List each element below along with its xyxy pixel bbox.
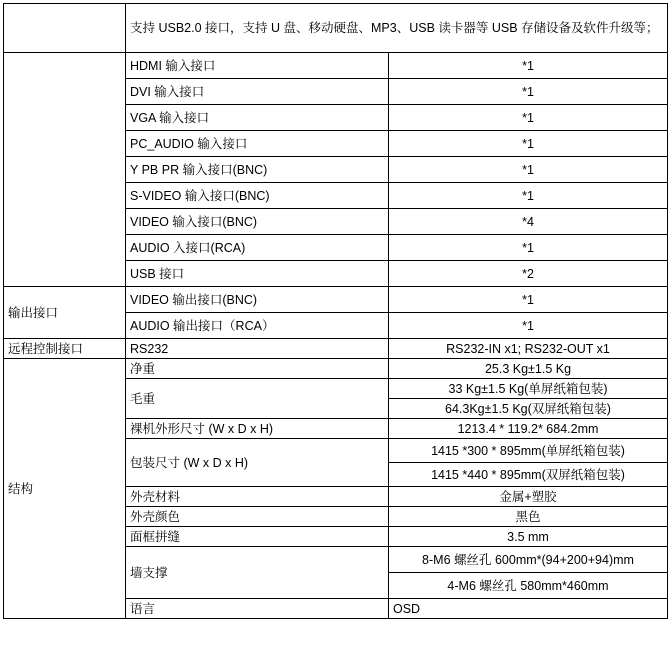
table-row (4, 339, 668, 359)
spec-value: *1 (389, 235, 668, 261)
spec-item: VIDEO 输出接口(BNC) (126, 287, 389, 313)
usb-note-category (4, 4, 126, 53)
table-row (4, 359, 668, 379)
spec-item: 包装尺寸 (W x D x H) (126, 439, 389, 487)
spec-item: HDMI 输入接口 (126, 53, 389, 79)
spec-item: PC_AUDIO 输入接口 (126, 131, 389, 157)
spec-value: 3.5 mm (389, 527, 668, 547)
spec-value: *1 (389, 131, 668, 157)
spec-item: S-VIDEO 输入接口(BNC) (126, 183, 389, 209)
spec-value: 64.3Kg±1.5 Kg(双屏纸箱包装) (389, 399, 668, 419)
spec-value: 8-M6 螺丝孔 600mm*(94+200+94)mm (389, 547, 668, 573)
spec-value: 金属+塑胶 (389, 487, 668, 507)
spec-value: *1 (389, 157, 668, 183)
spec-value: 黑色 (389, 507, 668, 527)
spec-value: *4 (389, 209, 668, 235)
spec-item: 外壳材料 (126, 487, 389, 507)
spec-value: 4-M6 螺丝孔 580mm*460mm (389, 573, 668, 599)
spec-item: Y PB PR 输入接口(BNC) (126, 157, 389, 183)
spec-value: RS232-IN x1; RS232-OUT x1 (389, 339, 668, 359)
spec-value: 25.3 Kg±1.5 Kg (389, 359, 668, 379)
spec-item: AUDIO 输出接口（RCA） (126, 313, 389, 339)
spec-value: *1 (389, 183, 668, 209)
spec-value: 33 Kg±1.5 Kg(单屏纸箱包装) (389, 379, 668, 399)
spec-value: 1415 *440 * 895mm(双屏纸箱包装) (389, 463, 668, 487)
spec-item: 墙支撑 (126, 547, 389, 599)
spec-item: VGA 输入接口 (126, 105, 389, 131)
spec-item: RS232 (126, 339, 389, 359)
spec-value: *1 (389, 53, 668, 79)
language-category: 语言 (126, 599, 389, 619)
table-row (4, 287, 668, 313)
usb-note-text: 支持 USB2.0 接口，支持 U 盘、移动硬盘、MP3、USB 读卡器等 USB 存储设备及软件升级等； (126, 4, 668, 53)
spec-item: OSD (389, 599, 668, 619)
input-category-cell (4, 53, 126, 287)
spec-item: VIDEO 输入接口(BNC) (126, 209, 389, 235)
spec-item: 净重 (126, 359, 389, 379)
spec-value: 1415 *300 * 895mm(单屏纸箱包装) (389, 439, 668, 463)
spec-item: 外壳颜色 (126, 507, 389, 527)
usb-note-row (4, 4, 668, 53)
spec-table (3, 3, 668, 619)
spec-value: *1 (389, 79, 668, 105)
spec-item: 面框拼缝 (126, 527, 389, 547)
spec-value: *1 (389, 313, 668, 339)
spec-value: 1213.4 * 119.2* 684.2mm (389, 419, 668, 439)
spec-item: DVI 输入接口 (126, 79, 389, 105)
spec-value: *1 (389, 287, 668, 313)
structure-category: 结构 (4, 359, 126, 619)
output-category: 输出接口 (4, 287, 126, 339)
table-row (4, 53, 668, 79)
spec-item: 裸机外形尺寸 (W x D x H) (126, 419, 389, 439)
spec-value: *2 (389, 261, 668, 287)
spec-item: AUDIO 入接口(RCA) (126, 235, 389, 261)
remote-category: 远程控制接口 (4, 339, 126, 359)
spec-item: USB 接口 (126, 261, 389, 287)
spec-item: 毛重 (126, 379, 389, 419)
spec-value: *1 (389, 105, 668, 131)
